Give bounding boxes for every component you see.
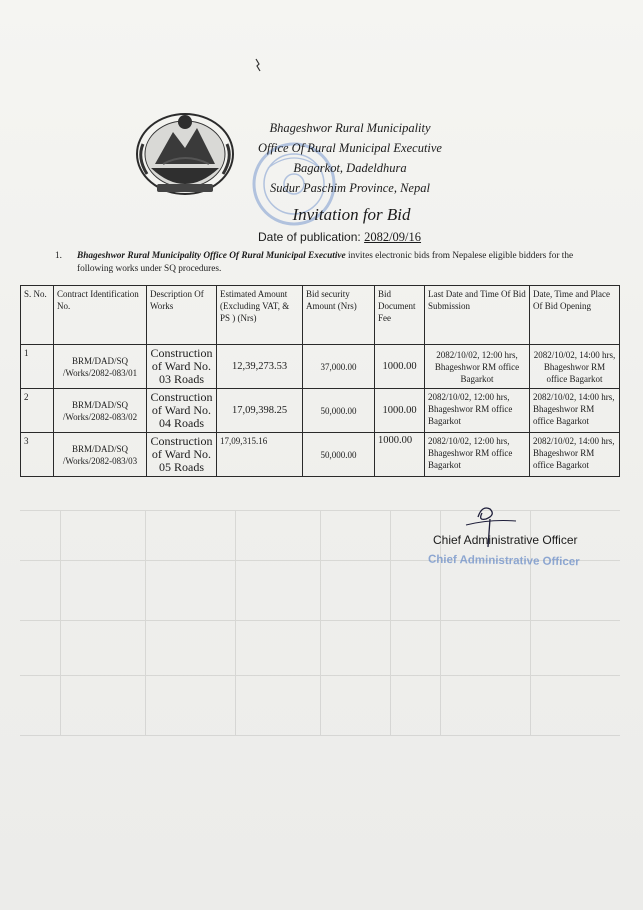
cell-fee: 1000.00 bbox=[375, 345, 425, 389]
cell-submission: 2082/10/02, 12:00 hrs, Bhageshwor RM office Bagarkot bbox=[425, 433, 530, 477]
office-header bbox=[250, 118, 450, 198]
publication-date-value: 2082/09/16 bbox=[364, 230, 422, 244]
paragraph-number: 1. bbox=[55, 251, 62, 261]
table-row bbox=[21, 389, 620, 433]
cell-submission: 2082/10/02, 12:00 hrs, Bhageshwor RM office Bagarkot bbox=[425, 389, 530, 433]
cell-fee: 1000.00 bbox=[375, 433, 425, 477]
cell-sn: 3 bbox=[21, 433, 54, 477]
table-row bbox=[21, 345, 620, 389]
cell-contract: BRM/DAD/SQ /Works/2082-083/01 bbox=[54, 345, 147, 389]
table-header-row bbox=[21, 286, 620, 345]
cell-description: Construction of Ward No. 04 Roads bbox=[147, 389, 217, 433]
cell-description: Construction of Ward No. 05 Roads bbox=[147, 433, 217, 477]
office-location: Bagarkot, Dadeldhura bbox=[293, 161, 407, 175]
intro-text: invites electronic bids from Nepalese eligible bidders for the following works under SQ procedures. bbox=[77, 251, 574, 274]
province-name: Sudur Paschim Province, Nepal bbox=[270, 181, 430, 195]
notice-title: Invitation for Bid bbox=[292, 205, 411, 224]
cell-fee: 1000.00 bbox=[375, 389, 425, 433]
cell-estimate: 17,09,315.16 bbox=[217, 433, 303, 477]
header-security: Bid security Amount (Nrs) bbox=[303, 286, 375, 345]
cell-security: 37,000.00 bbox=[303, 345, 375, 389]
cell-estimate: 17,09,398.25 bbox=[217, 389, 303, 433]
cell-opening: 2082/10/02, 14:00 hrs, Bhageshwor RM office Bagarkot bbox=[530, 389, 620, 433]
table-row bbox=[21, 433, 620, 477]
bid-table bbox=[20, 285, 620, 477]
cell-security: 50,000.00 bbox=[303, 433, 375, 477]
header-contract: Contract Identification No. bbox=[54, 286, 147, 345]
cell-contract: BRM/DAD/SQ /Works/2082-083/03 bbox=[54, 433, 147, 477]
ink-smudge bbox=[253, 58, 263, 72]
office-name: Office Of Rural Municipal Executive bbox=[258, 141, 442, 155]
intro-lead: Bhageshwor Rural Municipality Office Of Rural Municipal Executive bbox=[77, 251, 346, 261]
header-submission: Last Date and Time Of Bid Submission bbox=[425, 286, 530, 345]
municipality-name: Bhageshwor Rural Municipality bbox=[269, 121, 431, 135]
cell-security: 50,000.00 bbox=[303, 389, 375, 433]
publication-date-label: Date of publication: bbox=[258, 230, 361, 244]
cell-sn: 1 bbox=[21, 345, 54, 389]
nepal-emblem-icon bbox=[133, 108, 237, 200]
header-opening: Date, Time and Place Of Bid Opening bbox=[530, 286, 620, 345]
signatory-stamp: Chief Administrative Officer bbox=[427, 553, 580, 569]
cell-submission: 2082/10/02, 12:00 hrs, Bhageshwor RM office Bagarkot bbox=[425, 345, 530, 389]
cell-sn: 2 bbox=[21, 389, 54, 433]
publication-date-line bbox=[258, 230, 421, 245]
cell-estimate: 12,39,273.53 bbox=[217, 345, 303, 389]
cell-opening: 2082/10/02, 14:00 hrs, Bhageshwor RM office Bagarkot bbox=[530, 345, 620, 389]
header-estimate: Estimated Amount (Excluding VAT, & PS ) (Nrs) bbox=[217, 286, 303, 345]
intro-paragraph bbox=[55, 250, 595, 276]
header-sn: S. No. bbox=[21, 286, 54, 345]
header-fee: Bid Document Fee bbox=[375, 286, 425, 345]
cell-description: Construction of Ward No. 03 Roads bbox=[147, 345, 217, 389]
header-description: Description Of Works bbox=[147, 286, 217, 345]
cell-opening: 2082/10/02, 14:00 hrs, Bhageshwor RM office Bagarkot bbox=[530, 433, 620, 477]
cell-contract: BRM/DAD/SQ /Works/2082-083/02 bbox=[54, 389, 147, 433]
signatory-title: Chief Administrative Officer bbox=[433, 533, 578, 547]
